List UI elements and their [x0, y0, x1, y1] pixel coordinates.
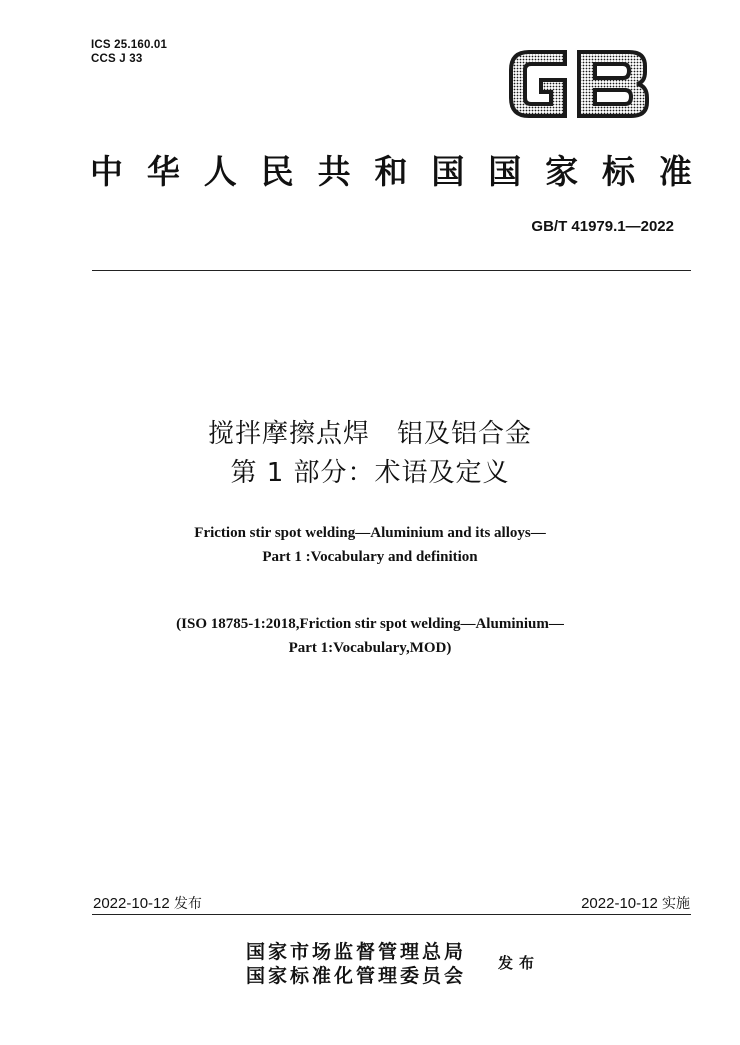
heading-char: 家	[545, 151, 579, 191]
heading-char: 准	[658, 151, 692, 191]
effective-date-label: 实施	[662, 896, 690, 912]
issue-date-label: 发布	[173, 896, 202, 912]
issue-date	[93, 893, 202, 913]
heading-char: 国	[431, 151, 465, 191]
heading-char: 标	[602, 151, 636, 191]
standard-number: GB/T 41979.1—2022	[531, 218, 674, 235]
issue-date-value: 2022-10-12	[93, 895, 170, 912]
header-divider	[92, 270, 691, 271]
classification-codes	[91, 38, 167, 66]
issue-action: 发布	[498, 954, 541, 972]
english-title-line1: Friction stir spot welding—Aluminium and its alloys—	[194, 525, 546, 541]
ccs-code: CCS J 33	[91, 53, 143, 65]
gb-logo	[507, 46, 653, 122]
national-standard-heading	[90, 148, 692, 190]
effective-date	[581, 893, 690, 913]
footer-divider	[92, 914, 691, 915]
chinese-title-line2: 第 1 部分：术语及定义	[230, 458, 510, 488]
heading-char: 人	[203, 151, 237, 191]
iso-reference-line1: (ISO 18785-1:2018,Friction stir spot welding—Aluminium—	[176, 616, 564, 632]
issuing-authorities	[246, 940, 466, 988]
heading-char: 华	[146, 151, 180, 191]
heading-char: 和	[374, 151, 408, 191]
issuer-line2: 国家标准化管理委员会	[246, 965, 467, 987]
effective-date-value: 2022-10-12	[581, 895, 658, 912]
issuer-line1: 国家市场监督管理总局	[246, 941, 467, 963]
heading-char: 中	[90, 151, 123, 191]
iso-reference-line2: Part 1:Vocabulary,MOD)	[288, 640, 452, 656]
english-title-line2: Part 1 :Vocabulary and definition	[262, 549, 478, 565]
chinese-title-line1: 搅拌摩擦点焊 铝及铝合金	[207, 419, 532, 449]
heading-char: 民	[260, 151, 294, 191]
heading-char: 国	[488, 151, 522, 191]
heading-char: 共	[317, 151, 351, 191]
ics-code: ICS 25.160.01	[91, 39, 168, 51]
